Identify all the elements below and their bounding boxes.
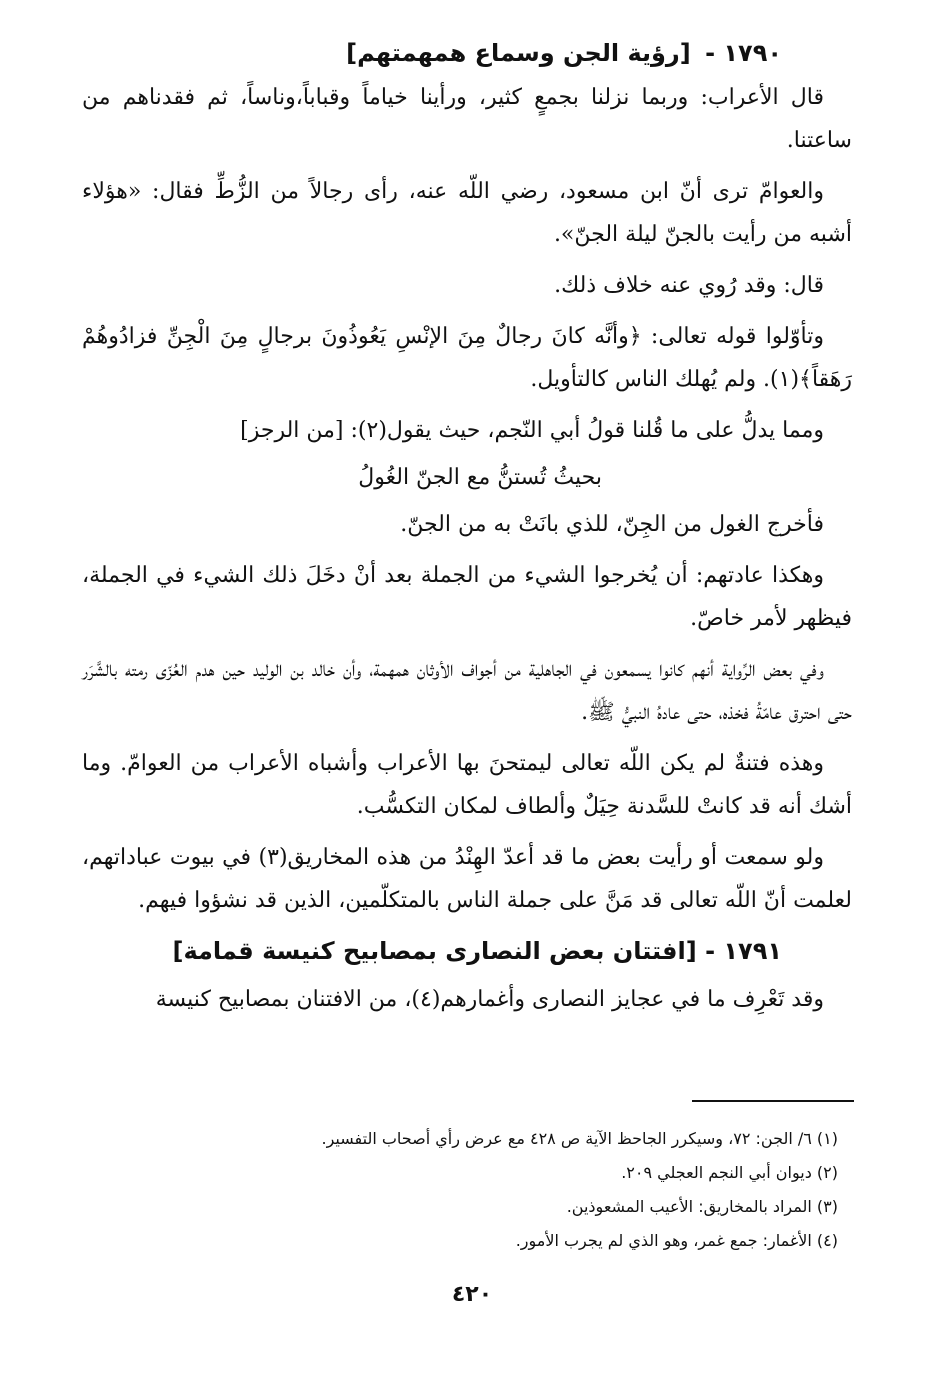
paragraph: وهذه فتنةٌ لم يكن اللّه تعالى ليمتحنَ بها الأعراب وأشباه الأعراب من العوامّ. وما أشك أنه قد كانتْ للسَّدنة حِيَلٌ وألطاف لمكان التكسُّب. bbox=[82, 751, 852, 819]
paragraph: وقد تَعْرِف ما في عجايز النصارى وأغمارهم(٤)، من الافتنان بمصابيح كنيسة bbox=[155, 987, 824, 1012]
section-number: ١٧٩١ - bbox=[705, 937, 782, 965]
footnote: (١) ٦/ الجن: ٧٢، وسيكرر الجاحظ الآية ص ٤٢٨ مع عرض رأي أصحاب التفسير. bbox=[321, 1129, 838, 1148]
footnote: (٣) المراد بالمخاريق: الأعيب المشعوذين. bbox=[566, 1197, 838, 1216]
section-number: ١٧٩٠ - bbox=[705, 39, 782, 67]
footnote: (٢) ديوان أبي النجم العجلي ٢٠٩. bbox=[621, 1163, 838, 1182]
footnote: (٤) الأغمار: جمع غمر، وهو الذي لم يجرب الأمور. bbox=[515, 1231, 838, 1250]
paragraph: ولو سمعت أو رأيت بعض ما قد أعدّ الهِنْدُ من هذه المخاريق(٣) في بيوت عباداتهم، لعلمت أنّ اللّه تعالى قد مَنَّ على جملة الناس بالمتكلّمين، الذين قد نشؤوا فيهم. bbox=[82, 845, 852, 913]
paragraph: وتأوّلوا قوله تعالى: ﴿وأنَّه كانَ رجالٌ مِنَ الإنْسِ يَعُوذُونَ برجالٍ مِنَ الْجِنِّ فزادُوهُمْ رَهَقاً﴾(١). ولم يُهلك الناس كالتأويل. bbox=[82, 324, 852, 392]
paragraph: والعوامّ ترى أنّ ابن مسعود، رضي اللّه عنه، رأى رجالاً من الزُّطِّ فقال: «هؤلاء أشبه من رأيت بالجنّ ليلة الجنّ». bbox=[82, 179, 852, 247]
section-title: [رؤية الجن وسماع همهمتهم] bbox=[346, 39, 691, 67]
page-number: ٤٢٠ bbox=[451, 1282, 493, 1307]
footnote-divider bbox=[692, 1100, 854, 1102]
paragraph: قال: وقد رُوي عنه خلاف ذلك. bbox=[554, 273, 824, 298]
paragraph: فأخرج الغول من الجِنّ، للذي بانَتْ به من الجنّ. bbox=[400, 512, 824, 537]
paragraph: وهكذا عادتهم: أن يُخرجوا الشيء من الجملة بعد أنْ دخَلَ ذلك الشيء في الجملة، فيظهر لأمر خاصّ. bbox=[82, 563, 852, 631]
section-heading-1791 bbox=[82, 928, 782, 974]
section-title: [افتتان بعض النصارى بمصابيح كنيسة قمامة] bbox=[172, 937, 697, 965]
paragraph: ومما يدلُّ على ما قُلنا قولُ أبي النّجم، حيث يقول(٢): [من الرجز] bbox=[240, 418, 824, 443]
footnotes bbox=[90, 1122, 850, 1258]
poetry-verse: بحيثُ تُستنُّ مع الجنّ الغُولُ bbox=[358, 465, 602, 490]
paragraph: وفي بعض الرِّواية أنهم كانوا يسمعون في الجاهلية من أجواف الأوثان همهمة، وأن خالد بن الوليد حين هدم العُزّى رمته بالشَّرَر حتى احترق عامّةُ فخذه، حتى عادهُ النبيُّ ﷺ. bbox=[82, 657, 852, 725]
paragraph: قال الأعراب: وربما نزلنا بجمعٍ كثير، ورأينا خياماً وقباباً،وناساً، ثم فقدناهم من ساعتنا. bbox=[82, 85, 852, 153]
section-heading-1790 bbox=[82, 30, 782, 76]
